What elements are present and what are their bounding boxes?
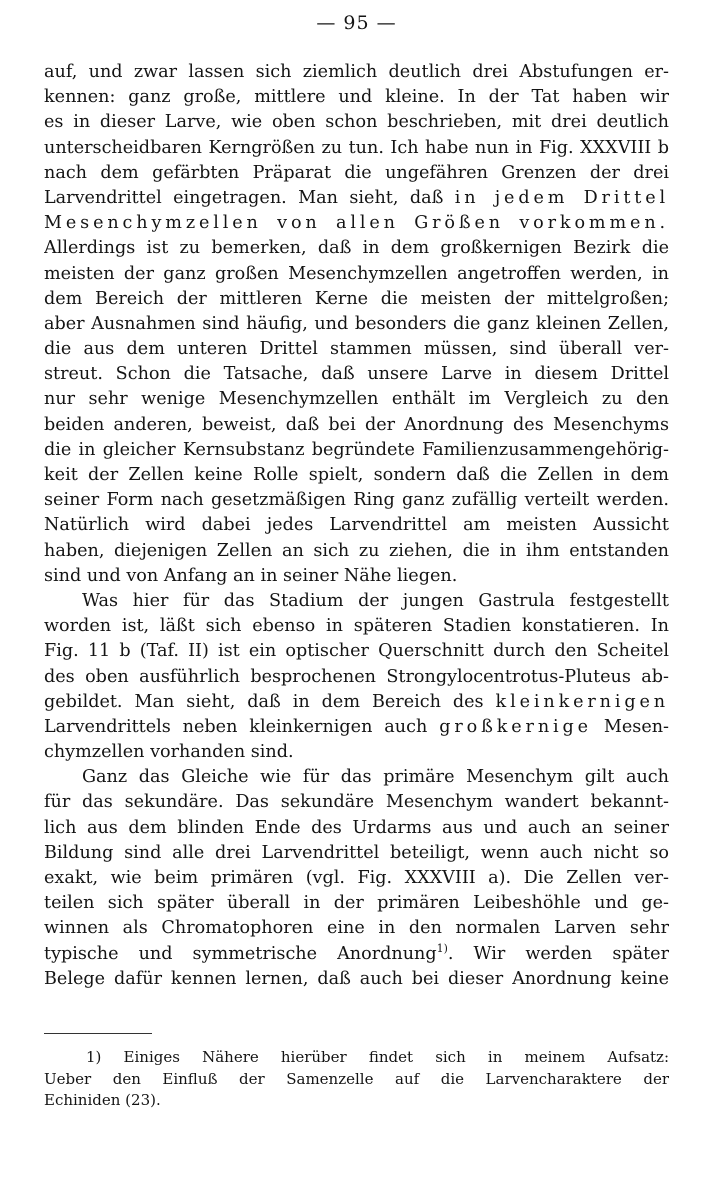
text-line: Allerdings ist zu bemerken, daß in dem großkernigen Bezirk die [44, 238, 669, 259]
text-line: seiner Form nach gesetzmäßigen Ring ganz zufällig verteilt werden. [44, 490, 669, 511]
text-line [44, 186, 669, 211]
text-line [44, 942, 669, 967]
footnote-divider [44, 1033, 152, 1034]
text-line: kennen: ganz große, mittlere und kleine. In der Tat haben wir [44, 87, 669, 108]
text-line: Fig. 11 b (Taf. II) ist ein optischer Querschnitt durch den Scheitel [44, 641, 669, 662]
text-line: keit der Zellen keine Rolle spielt, sondern daß die Zellen in dem [44, 465, 669, 485]
text-line: aber Ausnahmen sind häufig, und besonders die ganz kleinen Zellen, [44, 313, 669, 334]
spaced-emphasis: in jedem Drittel [454, 187, 669, 208]
footnote-marker: 1) [436, 941, 448, 955]
spaced-emphasis: großkernige [439, 716, 592, 737]
paragraph-start: Ganz das Gleiche wie für das primäre Mesenchym gilt auch [82, 767, 669, 788]
text-line: exakt, wie beim primären (vgl. Fig. XXXVIII a). Die Zellen ver- [44, 868, 669, 888]
text-line: lich aus dem blinden Ende des Urdarms aus und auch an seiner [44, 817, 669, 838]
text-run: Larvendrittel eingetragen. Man sieht, daß [44, 187, 444, 208]
text-line: nur sehr wenige Mesenchymzellen enthält im Vergleich zu den [44, 389, 669, 410]
text-line: chymzellen vorhanden sind. [44, 742, 294, 763]
text-run: Larvendrittels neben kleinkernigen auch [44, 716, 428, 737]
text-line: worden ist, läßt sich ebenso in späteren Stadien konstatieren. In [44, 616, 669, 637]
text-run: . Wir werden später [447, 943, 669, 964]
text-line: für das sekundäre. Das sekundäre Mesenchym wandert bekannt- [44, 792, 669, 813]
main-text [44, 60, 669, 992]
footnote [44, 1047, 669, 1112]
text-line: Natürlich wird dabei jedes Larvendrittel am meisten Aussicht [44, 515, 669, 536]
paragraph-start: Was hier für das Stadium der jungen Gastrula festgestellt [82, 590, 669, 611]
text-run: typische und symmetrische Anordnung [44, 943, 437, 964]
text-line [44, 690, 669, 715]
text-line: es in dieser Larve, wie oben schon beschrieben, mit drei deutlich [44, 112, 669, 133]
footnote-line: Ueber den Einfluß der Samenzelle auf die Larvencharaktere der [44, 1069, 669, 1088]
text-run: gebildet. Man sieht, daß in dem Bereich des [44, 691, 484, 712]
text-line: teilen sich später überall in der primären Leibeshöhle und ge- [44, 893, 669, 914]
text-line: die aus dem unteren Drittel stammen müssen, sind überall ver- [44, 339, 669, 360]
text-line: sind und von Anfang an in seiner Nähe liegen. [44, 565, 458, 586]
text-line: dem Bereich der mittleren Kerne die meisten der mittelgroßen; [44, 288, 669, 309]
page-number: — 95 — [316, 12, 397, 34]
text-line: Belege dafür kennen lernen, daß auch bei dieser Anordnung keine [44, 968, 669, 989]
text-line: nach dem gefärbten Präparat die ungefähren Grenzen der drei [44, 162, 669, 183]
spaced-emphasis: Mesenchymzellen von allen Größen vorkommen. [44, 213, 669, 234]
text-line: winnen als Chromatophoren eine in den normalen Larven sehr [44, 918, 669, 939]
text-line: beiden anderen, beweist, daß bei der Anordnung des Mesenchyms [44, 414, 669, 435]
text-line: des oben ausführlich besprochenen Strongylocentrotus-Pluteus ab- [44, 666, 669, 687]
footnote-line: Echiniden (23). [44, 1091, 161, 1109]
footnote-line: 1) Einiges Nähere hierüber findet sich in meinem Aufsatz: [86, 1048, 669, 1066]
text-line: streut. Schon die Tatsache, daß unsere Larve in diesem Drittel [44, 364, 669, 385]
text-line: haben, diejenigen Zellen an sich zu ziehen, die in ihm entstanden [44, 540, 669, 561]
text-line: die in gleicher Kernsubstanz begründete Familienzusammengehörig- [44, 439, 669, 460]
spaced-emphasis: kleinkernigen [495, 691, 669, 712]
text-line: Bildung sind alle drei Larvendrittel beteiligt, wenn auch nicht so [44, 842, 669, 863]
text-line: unterscheidbaren Kerngrößen zu tun. Ich habe nun in Fig. XXXVIII b [44, 137, 669, 158]
text-line: auf, und zwar lassen sich ziemlich deutlich drei Abstufungen er- [44, 62, 669, 82]
text-run: Mesen- [603, 716, 669, 737]
text-line: meisten der ganz großen Mesenchymzellen angetroffen werden, in [44, 263, 669, 284]
text-line [44, 715, 669, 740]
